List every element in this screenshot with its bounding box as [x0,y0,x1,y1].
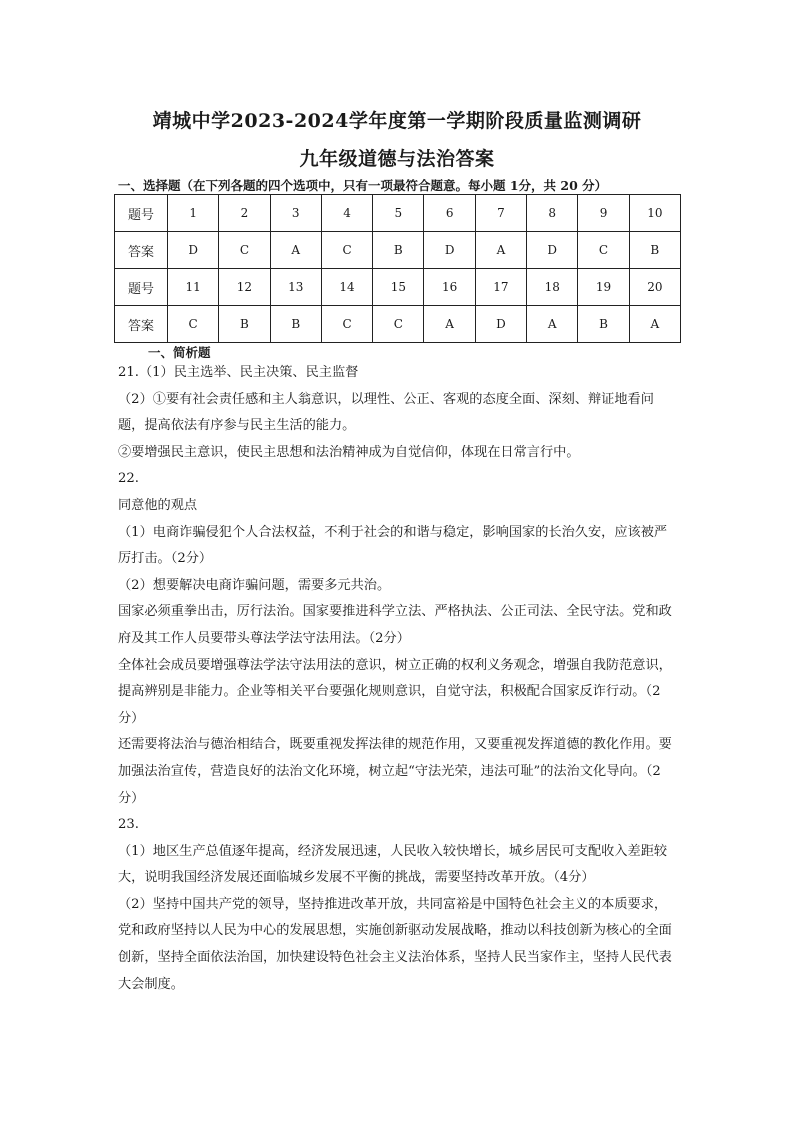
answer-line: （2）坚持中国共产党的领导，坚持推进改革开放，共同富裕是中国特色社会主义的本质要求，党和政府坚持以人民为中心的发展思想，实施创新驱动发展战略，推动以科技创新为核心的全面创新，坚持全面依法治国，加快建设特色社会主义法治体系，坚持人民当家作主，坚持人民代表大会制度。 [118,896,672,992]
answer-cell: C [373,306,424,343]
answer-line: 同意他的观点 [118,497,198,513]
row-label-number: 题号 [115,269,168,306]
row-label-answer: 答案 [115,232,168,269]
answer-line: 23. [118,817,139,833]
question-number: 18 [527,269,578,306]
answer-line: 22. [118,471,139,487]
question-number: 15 [373,269,424,306]
question-number: 17 [475,269,526,306]
section-1-heading: 一、选择题（在下列各题的四个选项中，只有一项最符合题意。每小题 1分，共 20 分） [118,178,608,193]
question-number: 6 [424,195,475,232]
row-label-number: 题号 [115,195,168,232]
question-number: 13 [270,269,321,306]
question-number: 9 [578,195,629,232]
answer-line: （1）地区生产总值逐年提高，经济发展迅速，人民收入较快增长，城乡居民可支配收入差距较大，说明我国经济发展还面临城乡发展不平衡的挑战，需要坚持改革开放。（4分） [118,843,668,886]
question-number: 3 [270,195,321,232]
question-number: 10 [629,195,680,232]
answer-cell: D [424,232,475,269]
answer-cell: C [321,306,372,343]
table-row [115,269,681,306]
row-label-answer: 答案 [115,306,168,343]
question-number: 2 [219,195,270,232]
table-row [115,306,681,343]
answer-cell: B [219,306,270,343]
document-subtitle: 九年级道德与法治答案 [299,148,495,170]
answer-line: 21.（1）民主选举、民主决策、民主监督 [118,365,359,380]
answer-line: （2）①要有社会责任感和主人翁意识，以理性、公正、客观的态度全面、深刻、辩证地看问题，提高依法有序参与民主生活的能力。 [118,391,654,434]
answer-table [114,194,681,343]
question-number: 14 [321,269,372,306]
answer-cell: C [219,232,270,269]
question-number: 8 [527,195,578,232]
question-number: 19 [578,269,629,306]
answer-cell: C [578,232,629,269]
answer-line: 国家必须重拳出击，厉行法治。国家要推进科学立法、严格执法、公正司法、全民守法。党和政府及其工作人员要带头尊法学法守法用法。（2分） [118,604,672,646]
question-number: 16 [424,269,475,306]
answer-cell: A [629,306,680,343]
answer-cell: C [168,306,219,343]
answer-cell: A [475,232,526,269]
question-number: 5 [373,195,424,232]
answer-cell: A [424,306,475,343]
question-number: 4 [321,195,372,232]
answer-cell: B [578,306,629,343]
table-row [115,195,681,232]
answer-line: 全体社会成员要增强尊法学法守法用法的意识，树立正确的权利义务观念，增强自我防范意识，提高辨别是非能力。企业等相关平台要强化规则意识，自觉守法，积极配合国家反诈行动。（2分） [118,657,672,726]
question-number: 12 [219,269,270,306]
answer-body [118,360,680,998]
answer-line: ②要增强民主意识，使民主思想和法治精神成为自觉信仰，体现在日常言行中。 [118,444,580,460]
section-2-heading: 一、简析题 [148,345,211,360]
document-title: 靖城中学2023-2024学年度第一学期阶段质量监测调研 [152,110,642,132]
answer-cell: C [321,232,372,269]
question-number: 20 [629,269,680,306]
question-number: 1 [168,195,219,232]
answer-cell: A [270,232,321,269]
answer-cell: D [475,306,526,343]
answer-line: （1）电商诈骗侵犯个人合法权益，不利于社会的和谐与稳定，影响国家的长治久安，应该被严厉打击。（2分） [118,524,668,567]
answer-cell: D [168,232,219,269]
answer-line: （2）想要解决电商诈骗问题，需要多元共治。 [118,577,391,593]
question-number: 11 [168,269,219,306]
answer-cell: B [270,306,321,343]
answer-cell: A [527,306,578,343]
answer-cell: B [373,232,424,269]
answer-cell: D [527,232,578,269]
answer-line: 还需要将法治与德治相结合，既要重视发挥法律的规范作用，又要重视发挥道德的教化作用。要加强法治宣传，营造良好的法治文化环境，树立起“守法光荣，违法可耻”的法治文化导向。（2分） [118,737,672,806]
table-row [115,232,681,269]
answer-cell: B [629,232,680,269]
question-number: 7 [475,195,526,232]
